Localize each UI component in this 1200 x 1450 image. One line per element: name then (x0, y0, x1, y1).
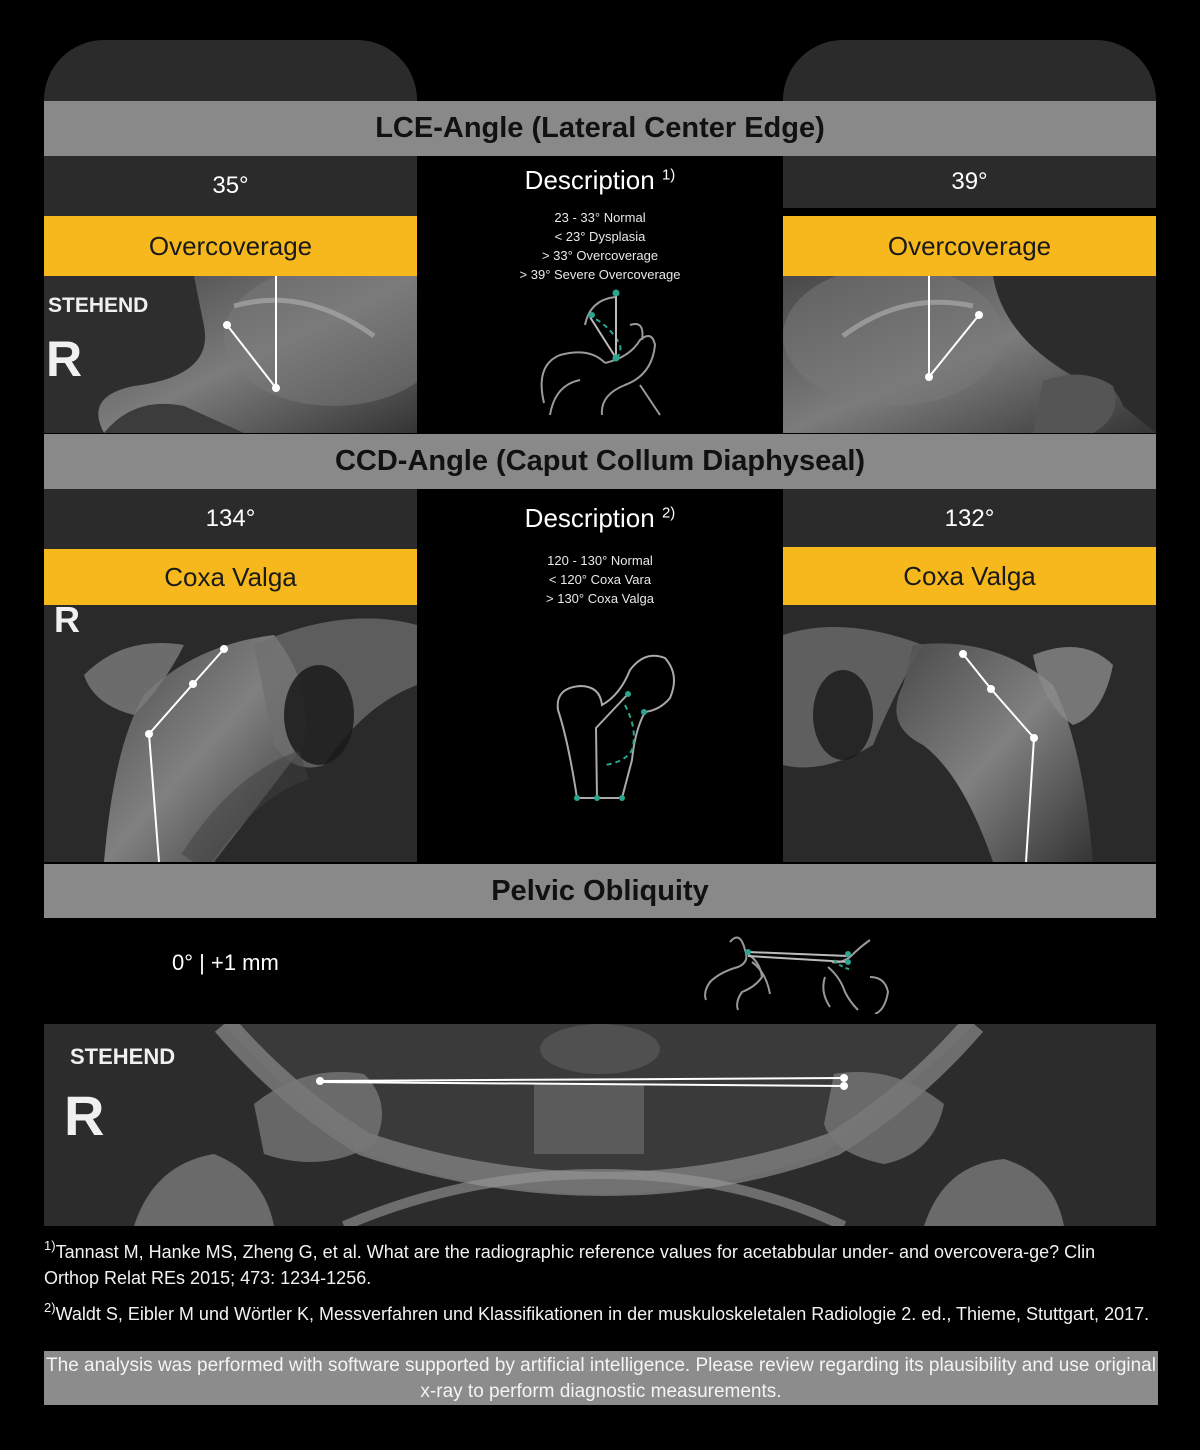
ccd-description-title: Description $^{2)}$ (524, 503, 676, 533)
ccd-description-list (417, 551, 783, 608)
ccd-right-xray (783, 605, 1156, 862)
left-column-tab (44, 40, 417, 110)
xray-label-side: R (64, 1084, 105, 1147)
lce-desc-line: > 33° Overcoverage (541, 248, 659, 263)
lce-left-classification: Overcoverage (44, 216, 417, 276)
pelvic-diagram (700, 922, 895, 1014)
lce-description-title: Description $^{1)}$ (524, 165, 676, 195)
xray-label-stehend: STEHEND (70, 1044, 176, 1069)
ccd-desc-line: 120 - 130° Normal (547, 553, 653, 568)
ai-disclaimer: The analysis was performed with software supported by artificial intelligence. Please review regarding its plausibility and use original x-ray to perform diagnostic measurements. (44, 1351, 1158, 1405)
right-column-tab (783, 40, 1156, 110)
lce-left-xray (44, 276, 417, 433)
ccd-left-xray-image (44, 605, 417, 862)
lce-desc-line: > 39° Severe Overcoverage (519, 267, 681, 282)
footnote-2: $^{2)}$Waldt S, Eibler M und Wörtler K, Messverfahren und Klassifikationen in der muskuloskeletalen Radiologie 2. ed., Thieme, Stuttgart, 2017. (44, 1300, 1150, 1324)
ccd-section-header: CCD-Angle (Caput Collum Diaphyseal) (44, 434, 1156, 489)
xray-label-side: R (46, 331, 83, 387)
pelvic-value: 0° | +1 mm (172, 950, 279, 975)
ccd-desc-line: > 130° Coxa Valga (546, 591, 654, 606)
lce-desc-line: < 23° Dysplasia (554, 229, 646, 244)
ccd-right-value: 132° (783, 489, 1156, 549)
ccd-right-classification: Coxa Valga (783, 547, 1156, 605)
lce-right-xray (783, 276, 1156, 433)
lce-left-value: 35° (44, 156, 417, 216)
lce-right-classification: Overcoverage (783, 216, 1156, 276)
lce-diagram (530, 285, 670, 425)
footnote-1: $^{1)}$Tannast M, Hanke MS, Zheng G, et al. What are the radiographic reference values for acetabbular under- and overcovera-ge? Clin Orthop Relat REs 2015; 473: 1234-1256. (44, 1238, 1096, 1288)
ccd-left-value: 134° (44, 489, 417, 549)
xray-label-stehend: STEHEND (48, 294, 149, 317)
ccd-left-xray (44, 605, 417, 862)
pelvic-xray-image (44, 1024, 1156, 1226)
lce-description-list (417, 208, 783, 284)
ccd-diagram (550, 650, 680, 805)
pelvic-xray (44, 1024, 1156, 1226)
lce-right-value: 39° (783, 156, 1156, 208)
pelvic-section-header: Pelvic Obliquity (44, 864, 1156, 918)
ccd-left-classification: Coxa Valga (44, 549, 417, 605)
xray-label-side: R (54, 605, 80, 640)
lce-right-xray-image (783, 276, 1156, 433)
lce-section-header: LCE-Angle (Lateral Center Edge) (44, 101, 1156, 156)
ccd-right-xray-image (783, 605, 1156, 862)
ccd-desc-line: < 120° Coxa Vara (548, 572, 652, 587)
lce-desc-line: 23 - 33° Normal (554, 210, 646, 225)
